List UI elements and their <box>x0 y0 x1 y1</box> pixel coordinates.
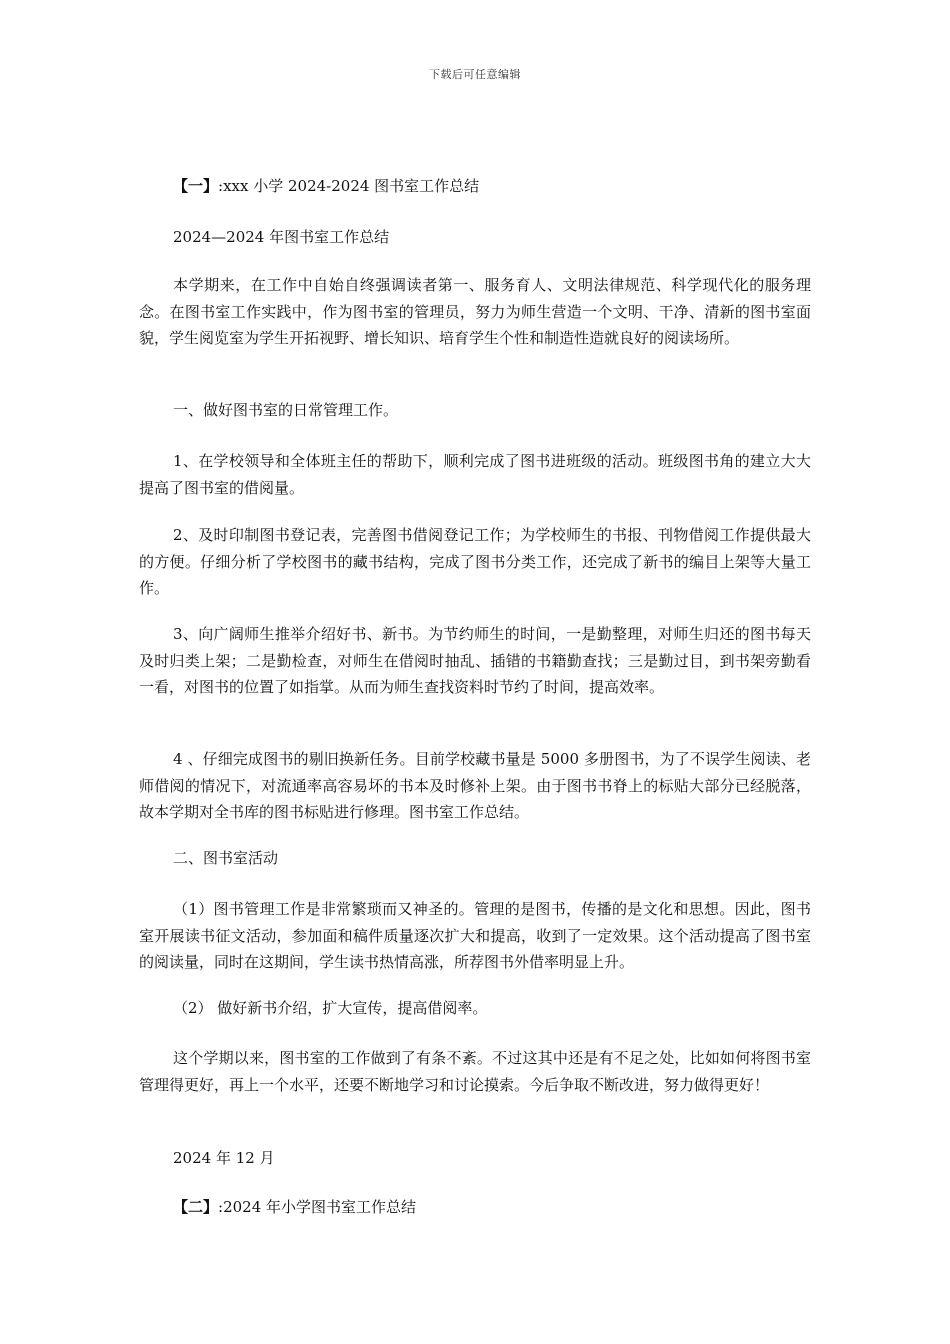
section-1-heading <box>139 173 811 200</box>
heading-daily-management: 一、做好图书室的日常管理工作。 <box>173 401 399 419</box>
section-2-heading <box>139 1194 811 1221</box>
intro-paragraph: 本学期来，在工作中自始自终强调读者第一、服务育人、文明法律规范、科学现代化的服务理念。在图书室工作实践中，作为图书室的管理员，努力为师生营造一个文明、干净、清新的图书室面貌，学生阅览室为学生开拓视野、增长知识、培育学生个性和制造性造就良好的阅读场所。 <box>139 276 811 347</box>
document-date: 2024 年 12 月 <box>173 1149 275 1167</box>
conclusion-paragraph: 这个学期以来，图书室的工作做到了有条不紊。不过这其中还是有不足之处，比如如何将图书室管理得更好，再上一个水平，还要不断地学习和讨论摸索。今后争取不断改进，努力做得更好！ <box>139 1049 811 1094</box>
paragraph-item-1: 1、在学校领导和全体班主任的帮助下，顺利完成了图书进班级的活动。班级图书角的建立大大提高了图书室的借阅量。 <box>139 452 811 497</box>
paragraph-item-3: 3、向广阔师生推举介绍好书、新书。为节约师生的时间，一是勤整理，对师生归还的图书每天及时归类上架；二是勤检查，对师生在借阅时抽乱、插错的书籍勤查找；三是勤过目，到书架旁勤看一看，对图书的位置了如指掌。从而为师生查找资料时节约了时间，提高效率。 <box>139 625 811 696</box>
section-2-title: :2024 年小学图书室工作总结 <box>218 1198 417 1216</box>
paragraph-activity-1: （1）图书管理工作是非常繁琐而又神圣的。管理的是图书，传播的是文化和思想。因此，图书室开展读书征文活动，参加面和稿件质量逐次扩大和提高，收到了一定效果。这个活动提高了图书室的阅读量，同时在这期间，学生读书热情高涨，所荐图书外借率明显上升。 <box>139 900 811 971</box>
page-header-note: 下载后可任意编辑 <box>429 68 521 81</box>
section-2-number: 【二】 <box>173 1198 219 1216</box>
heading-library-activities: 二、图书室活动 <box>173 849 279 867</box>
section-1-title: :xxx 小学 2024-2024 图书室工作总结 <box>218 177 480 195</box>
document-subtitle: 2024—2024 年图书室工作总结 <box>173 228 390 246</box>
paragraph-item-4: 4 、仔细完成图书的剔旧换新任务。目前学校藏书量是 5000 多册图书，为了不误学生阅读、老师借阅的情况下，对流通率高容易坏的书本及时修补上架。由于图书书脊上的标贴大部分已经脱落，故本学期对全书库的图书标贴进行修理。图书室工作总结。 <box>139 750 811 821</box>
section-1-number: 【一】 <box>173 177 219 195</box>
paragraph-activity-2: （2） 做好新书介绍，扩大宣传，提高借阅率。 <box>173 999 488 1017</box>
paragraph-item-2: 2、及时印制图书登记表，完善图书借阅登记工作；为学校师生的书报、刊物借阅工作提供最大的方便。仔细分析了学校图书的藏书结构，完成了图书分类工作，还完成了新书的编目上架等大量工作。 <box>139 526 811 597</box>
